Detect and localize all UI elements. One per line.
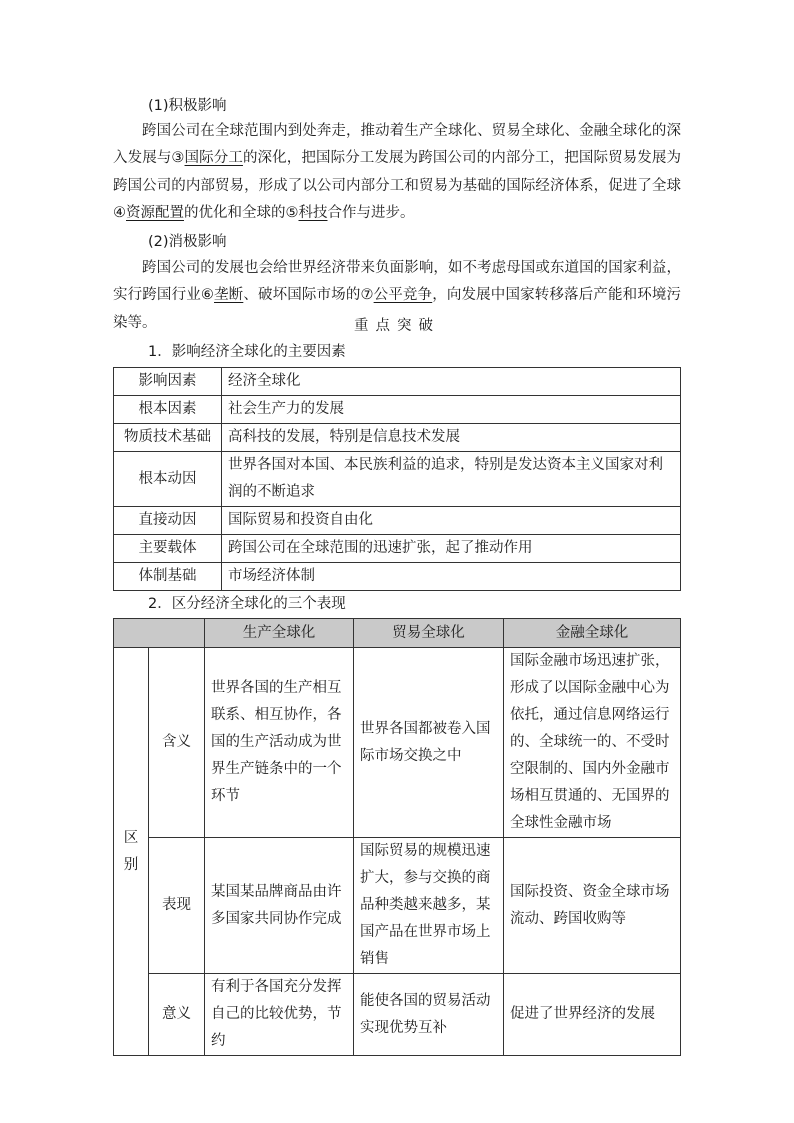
comparison-heading: 2．区分经济全球化的三个表现 bbox=[148, 596, 346, 612]
table-row: 区别 含义 世界各国的生产相互联系、相互协作，各国的生产活动成为世界生产链条中的一个环节 世界各国都被卷入国际市场交换之中 国际金融市场迅速扩张，形成了以国际金融中心为依托，通过信息网络运行的、全球统一的、不受时空限制的、国内外金融市场相互贯通的、无国界的全球性金融市场 bbox=[114, 648, 681, 838]
positive-impact-heading: (1)积极影响 bbox=[148, 98, 227, 114]
col-trade: 贸易全球化 bbox=[354, 619, 504, 648]
table-row: 表现 某国某品牌商品由许多国家共同协作完成 国际贸易的规模迅速扩大，参与交换的商品种类越来越多，某国产品在世界市场上销售 国际投资、资金全球市场流动、跨国收购等 bbox=[114, 838, 681, 974]
col-finance: 金融全球化 bbox=[504, 619, 681, 648]
table-row: 根本动因 世界各国对本国、本民族利益的追求，特别是发达资本主义国家对利润的不断追求 bbox=[114, 452, 681, 507]
section-title: 重点突破 bbox=[354, 318, 440, 334]
positive-impact-paragraph: 跨国公司在全球范围内到处奔走，推动着生产全球化、贸易全球化、金融全球化的深入发展与③国际分工的深化，把国际分工发展为跨国公司的内部分工，把国际贸易发展为跨国公司的内部贸易，形成了以公司内部分工和贸易为基础的国际经济体系，促进了全球④资源配置的优化和全球的⑤科技合作与进步。 bbox=[113, 123, 682, 221]
col-production: 生产全球化 bbox=[205, 619, 354, 648]
table-header-row bbox=[114, 619, 681, 648]
comparison-table bbox=[113, 618, 681, 1056]
table-row: 意义 有利于各国充分发挥自己的比较优势，节约 能使各国的贸易活动实现优势互补 促进了世界经济的发展 bbox=[114, 974, 681, 1056]
table-row: 根本因素 社会生产力的发展 bbox=[114, 396, 681, 424]
table-row: 物质技术基础 高科技的发展，特别是信息技术发展 bbox=[114, 424, 681, 452]
table-row: 主要载体 跨国公司在全球范围的迅速扩张，起了推动作用 bbox=[114, 535, 681, 563]
answer-5: 科技 bbox=[298, 204, 328, 221]
table-row: 影响因素 经济全球化 bbox=[114, 368, 681, 396]
answer-4: 资源配置 bbox=[126, 204, 184, 221]
answer-6: 垄断 bbox=[214, 287, 244, 304]
group-label: 区别 bbox=[114, 648, 149, 1056]
factors-table bbox=[113, 367, 681, 591]
negative-impact-paragraph: 跨国公司的发展也会给世界经济带来负面影响，如不考虑母国或东道国的国家利益，实行跨国行业⑥垄断、破坏国际市场的⑦公平竞争，向发展中国家转移落后产能和环境污染等。 bbox=[113, 260, 682, 331]
negative-impact-heading: (2)消极影响 bbox=[148, 234, 227, 250]
answer-3: 国际分工 bbox=[184, 150, 243, 167]
answer-7: 公平竞争 bbox=[373, 287, 433, 304]
table-row: 直接动因 国际贸易和投资自由化 bbox=[114, 507, 681, 535]
factors-heading: 1．影响经济全球化的主要因素 bbox=[148, 344, 346, 360]
table-row: 体制基础 市场经济体制 bbox=[114, 563, 681, 591]
